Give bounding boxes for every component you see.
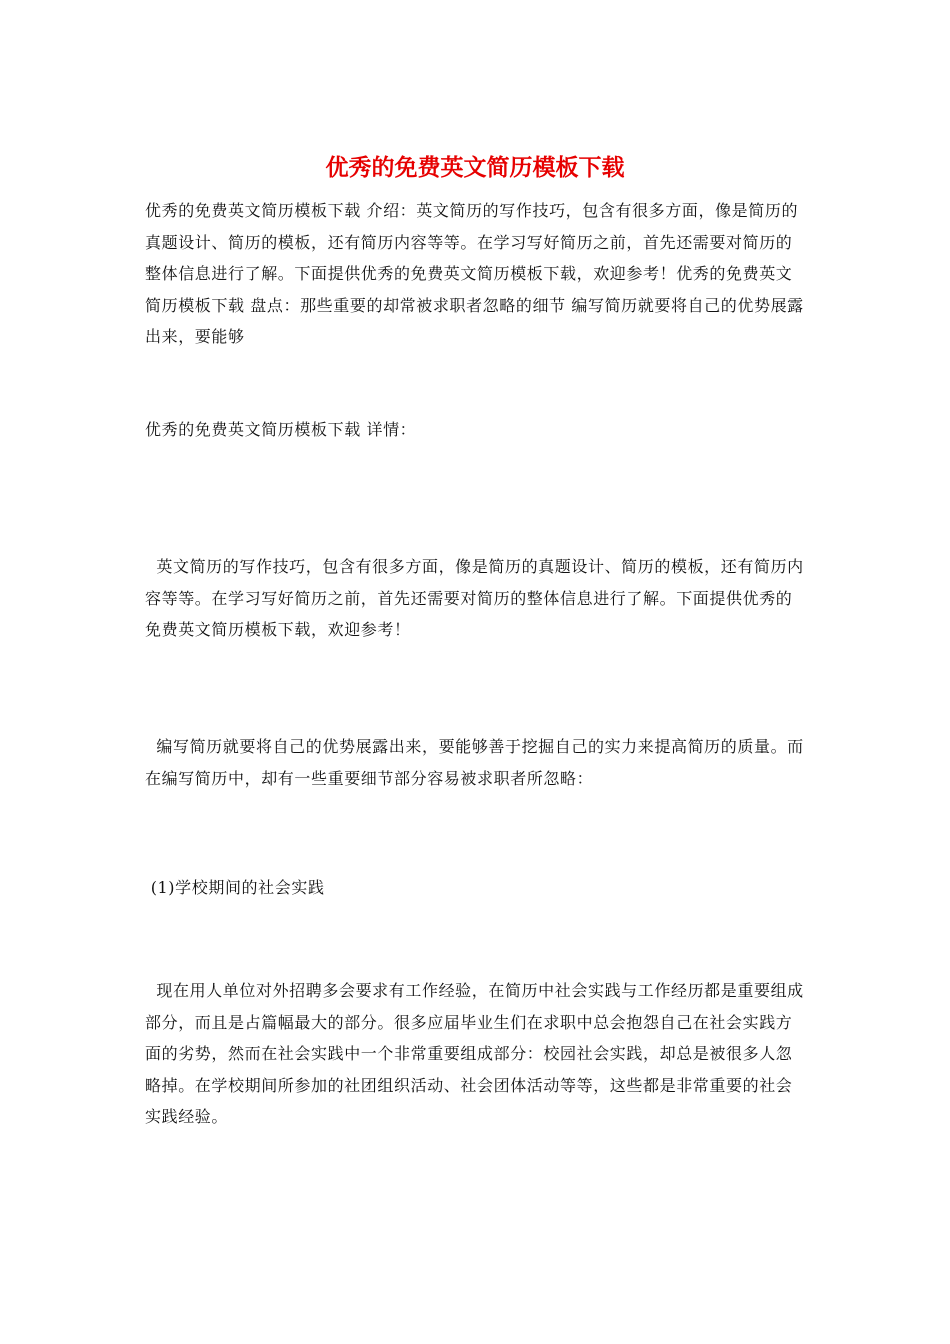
body-paragraph-highlight-strengths: 编写简历就要将自己的优势展露出来，要能够善于挖掘自己的实力来提高简历的质量。而在编写简历中，却有一些重要细节部分容易被求职者所忽略： bbox=[145, 737, 804, 788]
document-title: 优秀的免费英文简历模板下载 bbox=[325, 154, 625, 181]
body-paragraph-writing-tips: 英文简历的写作技巧，包含有很多方面，像是简历的真题设计、简历的模板，还有简历内容等等。在学习写好简历之前，首先还需要对简历的整体信息进行了解。下面提供优秀的免费英文简历模板下载，欢迎参考！ bbox=[145, 557, 804, 639]
section-heading-social-practice: (1)学校期间的社会实践 bbox=[145, 878, 325, 897]
body-paragraph-social-practice: 现在用人单位对外招聘多会要求有工作经验，在简历中社会实践与工作经历都是重要组成部分，而且是占篇幅最大的部分。很多应届毕业生们在求职中总会抱怨自己在社会实践方面的劣势，然而在社会实践中一个非常重要组成部分：校园社会实践，却总是被很多人忽略掉。在学校期间所参加的社团组织活动、社会团体活动等等，这些都是非常重要的社会实践经验。 bbox=[145, 981, 804, 1126]
details-label: 优秀的免费英文简历模板下载 详情： bbox=[145, 420, 417, 439]
intro-paragraph: 优秀的免费英文简历模板下载 介绍：英文简历的写作技巧，包含有很多方面，像是简历的真题设计、简历的模板，还有简历内容等等。在学习写好简历之前，首先还需要对简历的整体信息进行了解。下面提供优秀的免费英文简历模板下载，欢迎参考！优秀的免费英文简历模板下载 盘点：那些重要的却常被求职者忽略的细节 编写简历就要将自己的优势展露出来，要能够 bbox=[145, 201, 804, 346]
